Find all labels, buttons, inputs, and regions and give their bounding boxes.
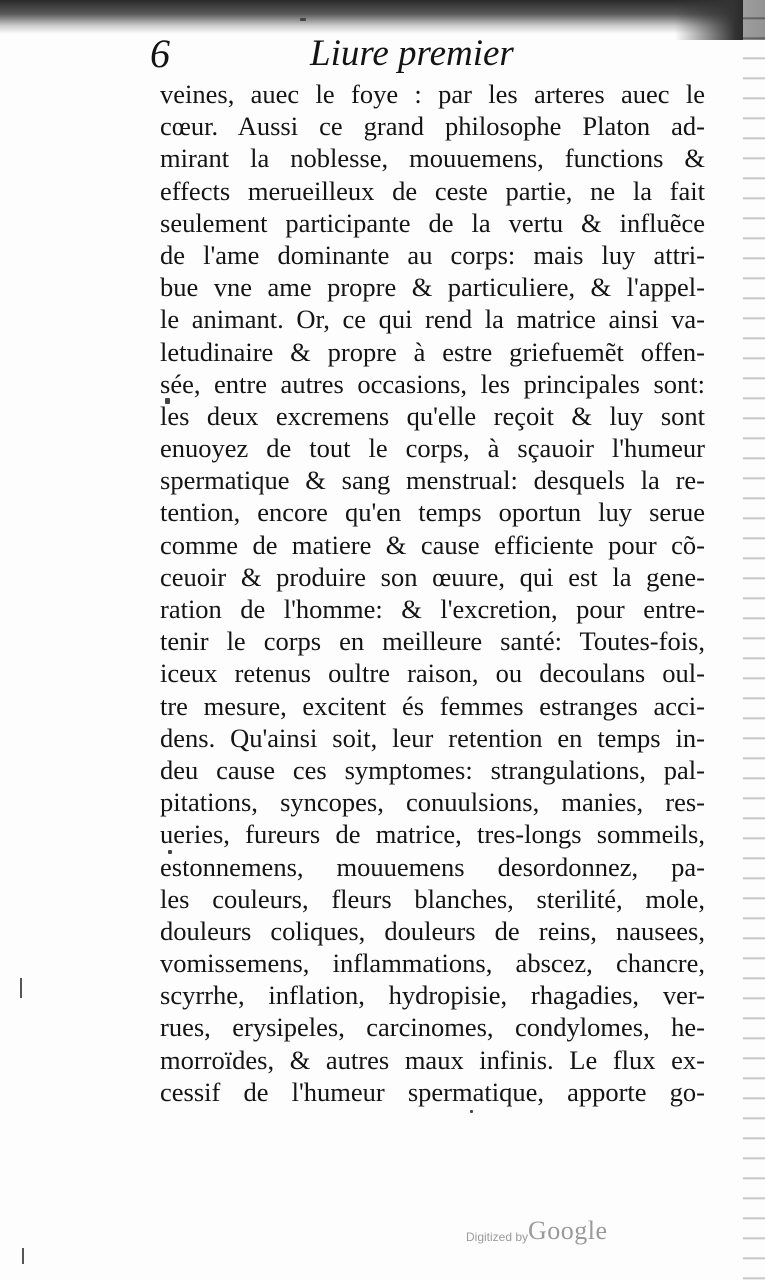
text-line: comme de matiere & cause efficiente pour cõ- [160,529,705,560]
scan-top-border [0,0,765,34]
text-line: veines, auec le foye : par les arteres auec le [160,79,705,109]
digitized-watermark [466,1216,636,1256]
text-line: mirant la noblesse, mouuemens, functions & [160,143,705,174]
text-line: spermatique & sang menstrual: desquels la re- [160,465,705,496]
text-line: les couleurs, fleurs blanches, sterilité, mole, [160,883,705,914]
text-line: de l'ame dominante au corps: mais luy attri- [160,239,705,270]
text-line: douleurs coliques, douleurs de reins, nausees, [160,915,705,946]
text-line: tre mesure, excitent és femmes estranges acci- [160,690,705,721]
running-title: Liure premier [310,33,514,74]
text-line: sée, entre autres occasions, les principales sont: [160,368,705,399]
text-line: cœur. Aussi ce grand philosophe Platon ad- [160,111,705,142]
text-line: scyrrhe, inflation, hydropisie, rhagadies, ver- [160,980,705,1011]
scan-left-mark-lower [22,1248,24,1264]
text-line: enuoyez de tout le corps, à sçauoir l'humeur [160,433,705,464]
text-line: morroïdes, & autres maux infinis. Le flux ex- [160,1044,705,1075]
text-line: tention, encore qu'en temps oportun luy serue [160,497,705,528]
text-line: iceux retenus oultre raison, ou decoulans oul- [160,658,705,689]
text-line: effects merueilleux de ceste partie, ne la fait [160,175,705,206]
text-line: pitations, syncopes, conuulsions, manies, res- [160,787,705,818]
text-line: vomissemens, inflammations, abscez, chancre, [160,948,705,979]
page-number: 6 [150,31,170,76]
text-line: ceuoir & produire son œuure, qui est la gene- [160,561,705,592]
page-header [150,30,570,78]
text-line: estonnemens, mouuemens desordonnez, pa- [160,851,705,882]
text-line: rues, erysipeles, carcinomes, condylomes, he- [160,1012,705,1043]
text-line: dens. Qu'ainsi soit, leur retention en temps in- [160,722,705,753]
text-line: bue vne ame propre & particuliere, & l'appel- [160,272,705,303]
watermark-prefix: Digitized by [466,1230,529,1244]
text-line: les deux excremens qu'elle reçoit & luy sont [160,400,705,431]
scan-left-mark [20,978,22,998]
text-line: cessif de l'humeur spermatique, apporte go- [160,1076,705,1107]
google-logo: Google [528,1216,608,1245]
text-line: deu cause ces symptomes: strangulations, pal- [160,754,705,785]
text-line: ration de l'homme: & l'excretion, pour entre- [160,594,705,624]
text-line: le animant. Or, ce qui rend la matrice ainsi va- [160,304,705,335]
text-line: seulement participante de la vertu & influẽce [160,207,705,238]
scan-right-border [743,0,765,1280]
text-line: tenir le corps en meilleure santé: Toutes-fois, [160,626,705,657]
text-line: letudinaire & propre à estre griefuemẽt offen- [160,336,705,367]
body-text [160,78,705,1108]
text-line: ueries, fureurs de matrice, tres-longs sommeils, [160,819,705,850]
